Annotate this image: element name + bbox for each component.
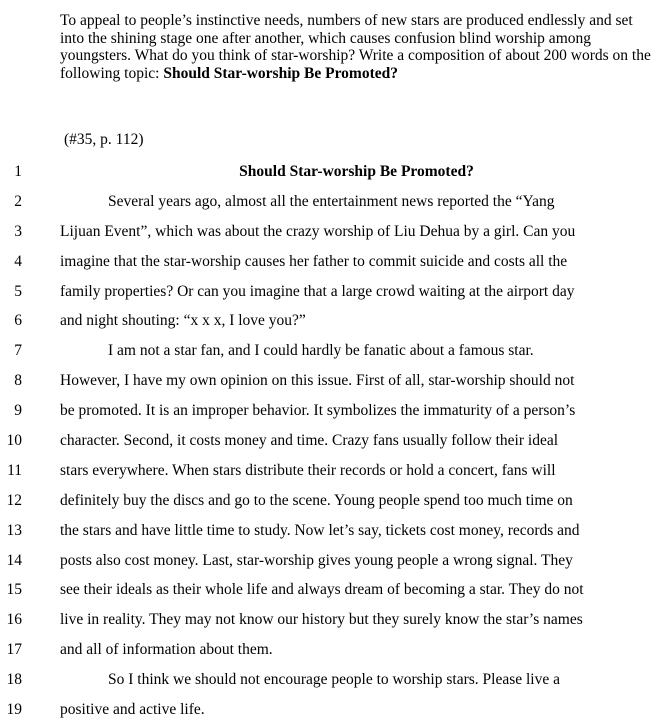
line-text: I am not a star fan, and I could hardly be fanatic about a famous star.	[108, 342, 534, 360]
line-number: 10	[6, 432, 22, 450]
source-citation: (#35, p. 112)	[64, 131, 144, 148]
essay-line	[0, 575, 663, 605]
essay-prompt	[60, 12, 656, 82]
line-text: live in reality. They may not know our history but they surely know the star’s names	[60, 611, 583, 629]
line-text: posts also cost money. Last, star-worship gives young people a wrong signal. They	[60, 551, 573, 569]
line-text: positive and active life.	[60, 701, 205, 719]
line-number: 17	[6, 641, 22, 659]
line-number: 7	[14, 342, 22, 360]
line-number: 19	[6, 701, 22, 719]
line-text: So I think we should not encourage people to worship stars. Please live a	[108, 671, 560, 689]
prompt-topic: Should Star-worship Be Promoted?	[163, 64, 399, 82]
line-text: definitely buy the discs and go to the scene. Young people spend too much time on	[60, 491, 573, 509]
line-text: character. Second, it costs money and time. Crazy fans usually follow their ideal	[60, 432, 559, 450]
line-number: 3	[14, 222, 22, 240]
line-text: stars everywhere. When stars distribute their records or hold a concert, fans will	[60, 461, 556, 479]
essay-line	[0, 187, 663, 217]
essay-title: Should Star-worship Be Promoted?	[239, 163, 474, 180]
line-number: 16	[6, 611, 22, 629]
essay-line	[0, 546, 663, 576]
essay-line	[0, 665, 663, 695]
line-number: 4	[14, 252, 22, 270]
essay-line	[0, 217, 663, 247]
prompt-text: To appeal to people’s instinctive needs, numbers of new stars are produced endlessly and set into the shining stage one after another, which causes confusion blind worship among youngsters. What do you think of star-worship? Write a composition of about 200 words on the following topic:	[60, 12, 651, 82]
essay-line	[0, 277, 663, 307]
line-text: and night shouting: “x x x, I love you?”	[60, 312, 306, 330]
line-text: and all of information about them.	[60, 641, 273, 659]
line-number: 15	[6, 581, 22, 599]
line-number: 12	[6, 491, 22, 509]
line-text: Several years ago, almost all the entertainment news reported the “Yang	[108, 192, 555, 210]
essay-line	[0, 486, 663, 516]
essay-line	[0, 247, 663, 277]
line-text: see their ideals as their whole life and always dream of becoming a star. They do not	[60, 581, 584, 599]
line-text: the stars and have little time to study. Now let’s say, tickets cost money, records and	[60, 521, 580, 539]
line-text: Lijuan Event”, which was about the crazy worship of Liu Dehua by a girl. Can you	[60, 222, 576, 240]
essay-line	[0, 306, 663, 336]
essay-body	[0, 157, 663, 725]
essay-line	[0, 516, 663, 546]
essay-line	[0, 157, 663, 187]
line-number: 2	[14, 192, 22, 210]
line-text: However, I have my own opinion on this issue. First of all, star-worship should not	[60, 372, 575, 390]
essay-line	[0, 695, 663, 725]
essay-line	[0, 426, 663, 456]
essay-line	[0, 366, 663, 396]
line-number: 9	[14, 402, 22, 420]
line-number: 8	[14, 372, 22, 390]
essay-line	[0, 635, 663, 665]
essay-line	[0, 336, 663, 366]
line-number: 5	[14, 282, 22, 300]
line-text: imagine that the star-worship causes her father to commit suicide and costs all the	[60, 252, 568, 270]
line-text: family properties? Or can you imagine that a large crowd waiting at the airport day	[60, 282, 575, 300]
line-number: 11	[7, 461, 22, 479]
line-number: 6	[14, 312, 22, 330]
essay-line	[0, 456, 663, 486]
line-number: 1	[14, 163, 22, 180]
essay-line	[0, 605, 663, 635]
line-number: 18	[6, 671, 22, 689]
line-text: be promoted. It is an improper behavior. It symbolizes the immaturity of a person’s	[60, 402, 576, 420]
line-number: 14	[6, 551, 22, 569]
line-number: 13	[6, 521, 22, 539]
essay-line	[0, 396, 663, 426]
